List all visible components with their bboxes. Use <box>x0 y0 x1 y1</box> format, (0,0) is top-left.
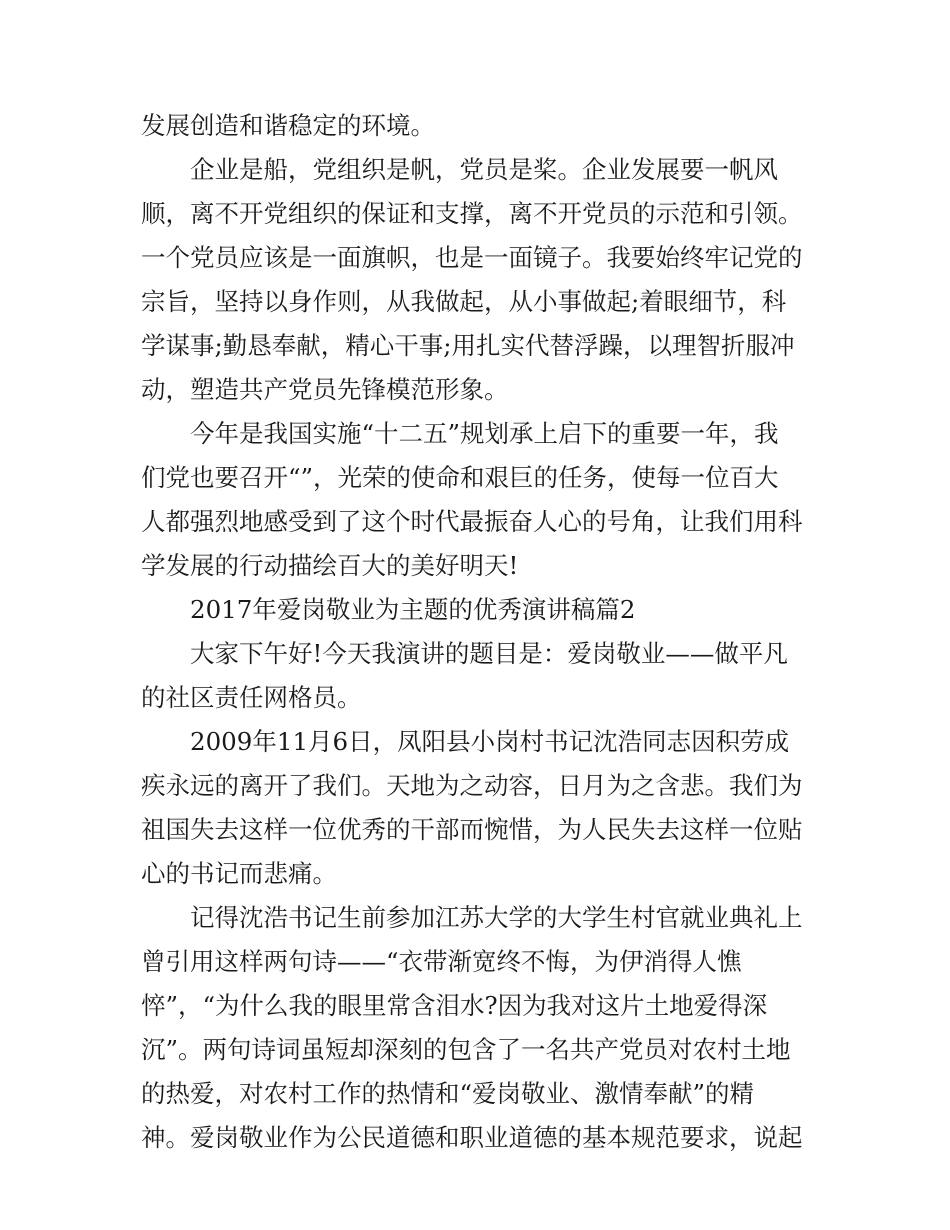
text-line: 沉”。两句诗词虽短却深刻的包含了一名共产党员对农村土地 <box>141 1035 791 1064</box>
text-line: 曾引用这样两句诗——“衣带渐宽终不悔，为伊消得人憔 <box>141 947 742 976</box>
text-line: 宗旨，坚持以身作则，从我做起，从小事做起;着眼细节，科 <box>141 287 787 316</box>
text-line: 们党也要召开“”，光荣的使命和艰巨的任务，使每一位百大 <box>141 463 779 492</box>
text-line: 记得沈浩书记生前参加江苏大学的大学生村官就业典礼上 <box>190 903 803 932</box>
body-text <box>141 104 821 1160</box>
text-line: 动，塑造共产党员先锋模范形象。 <box>141 375 509 404</box>
text-line: 发展创造和谐稳定的环境。 <box>141 111 435 140</box>
text-line: 大家下午好!今天我演讲的题目是：爱岗敬业——做平凡 <box>190 639 788 668</box>
text-line: 祖国失去这样一位优秀的干部而惋惜，为人民失去这样一位贴 <box>141 815 803 844</box>
text-line: 的热爱，对农村工作的热情和“爱岗敬业、激情奉献”的精 <box>141 1079 755 1108</box>
text-line: 的社区责任网格员。 <box>141 683 362 712</box>
text-line: 2009年11月6日，凤阳县小岗村书记沈浩同志因积劳成 <box>190 727 790 756</box>
section-heading: 2017年爱岗敬业为主题的优秀演讲稿篇2 <box>190 595 636 624</box>
text-line: 学发展的行动描绘百大的美好明天! <box>141 551 519 580</box>
text-line: 企业是船，党组织是帆，党员是桨。企业发展要一帆风 <box>190 155 778 184</box>
text-line: 一个党员应该是一面旗帜，也是一面镜子。我要始终牢记党的 <box>141 243 803 272</box>
text-line: 人都强烈地感受到了这个时代最振奋人心的号角，让我们用科 <box>141 507 803 536</box>
text-line: 悴”，“为什么我的眼里常含泪水?因为我对这片土地爱得深 <box>141 991 768 1020</box>
text-line: 神。爱岗敬业作为公民道德和职业道德的基本规范要求，说起 <box>141 1123 803 1152</box>
text-line: 学谋事;勤恳奉献，精心干事;用扎实代替浮躁，以理智折服冲 <box>141 331 795 360</box>
text-line: 今年是我国实施“十二五”规划承上启下的重要一年，我 <box>190 419 779 448</box>
text-line: 疾永远的离开了我们。天地为之动容，日月为之含悲。我们为 <box>141 771 803 800</box>
text-line: 心的书记而悲痛。 <box>141 859 337 888</box>
text-line: 顺，离不开党组织的保证和支撑，离不开党员的示范和引领。 <box>141 199 803 228</box>
